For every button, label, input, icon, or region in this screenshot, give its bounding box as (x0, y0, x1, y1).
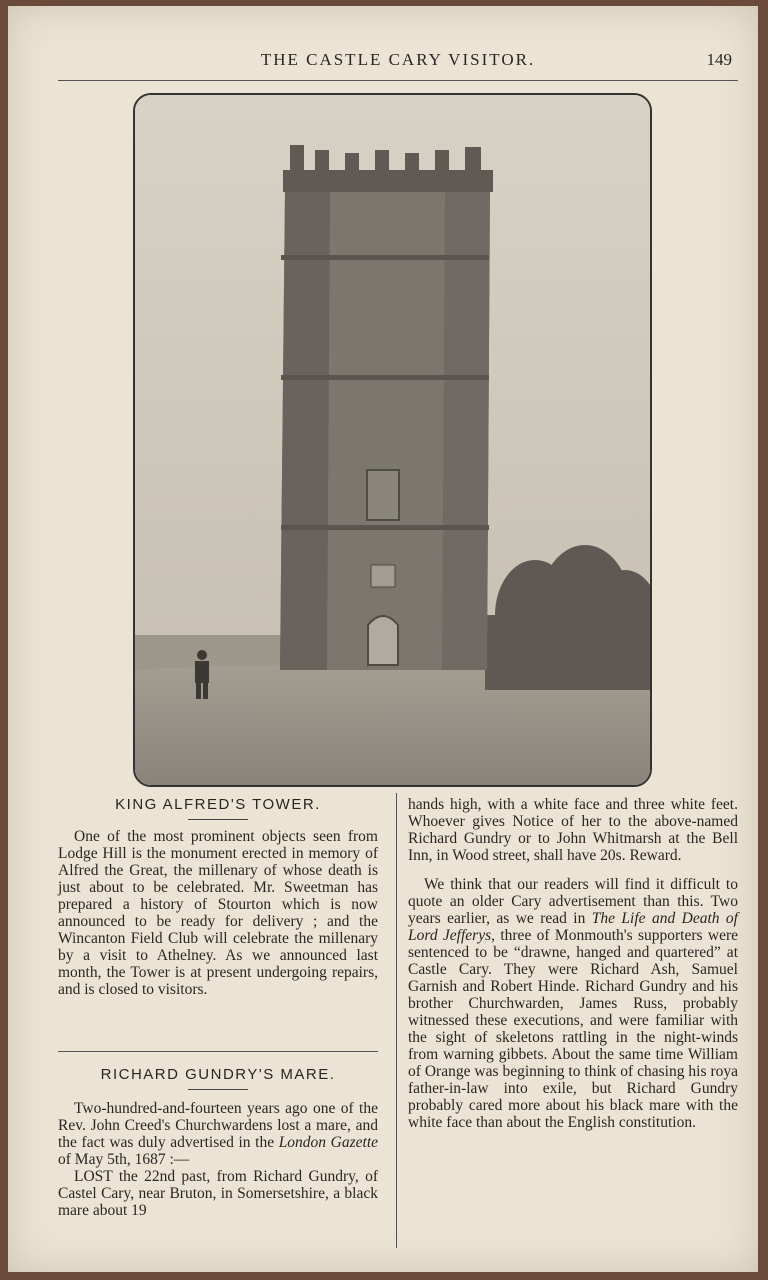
page-header (58, 44, 738, 81)
intro-text-a: Two-hundred-and-fourteen years ago one of the Rev. John Creed's Churchwardens lost a mare, and the fact was duly advertised in the (58, 1100, 378, 1151)
running-title: THE CASTLE CARY VISITOR. (260, 50, 536, 69)
para2-text-a: We think that our readers will find it difficult to quote an older Cary advertisement than this. Two years earlier, as we read in (408, 876, 738, 927)
article1-body: One of the most prominent objects seen from Lodge Hill is the monument erected in memory of Alfred the Great, the millenary of whose death is just about to be celebrated. Mr. Sweetman has prepared a history of Stourton which is now announced to be ready for delivery ; and the Wincanton Field Club will celebrate the millenary by a visit to Athelney. As we announced last month, the Tower is at present undergoing repairs, and is closed to visitors. (58, 828, 378, 998)
column-divider (396, 793, 397, 1248)
advertisement-part1: LOST the 22nd past, from Richard Gundry, of Castel Cary, near Bruton, in Somersetshire, a black mare about 19 (58, 1168, 378, 1219)
page-number: 149 (706, 50, 732, 69)
heading-richard-gundrys-mare: RICHARD GUNDRY'S MARE. (100, 1066, 336, 1083)
intro-italic: London Gazette (278, 1134, 379, 1151)
heading-underline (188, 1089, 248, 1090)
article-gundry-right (408, 796, 738, 1131)
article-gundry-left (58, 1100, 378, 1219)
magazine-page (8, 6, 758, 1272)
tower (280, 145, 493, 670)
tower-photograph (133, 93, 652, 787)
section-divider (58, 1051, 378, 1052)
article-king-alfreds-tower (58, 828, 378, 998)
heading-underline (188, 819, 248, 820)
intro-text-b: of May 5th, 1687 :— (58, 1151, 190, 1168)
article2-commentary (408, 876, 738, 1131)
article2-intro (58, 1100, 378, 1168)
advertisement-part2: hands high, with a white face and three white feet. Whoever gives Notice of her to the above-named Richard Gundry or to John Whitmarsh at the Bell Inn, in Wood street, shall have 20s. Reward. (408, 796, 738, 864)
para2-text-b: , three of Monmouth's supporters were sentenced to be “drawne, hanged and quartered” at Castle Cary. They were Richard Ash, Samuel Garnish and Robert Hinde. Richard Gundry and his brother Churchwarden, James Russ, probably witnessed these executions, and were familiar with the sight of skeletons rattling in the night-winds from warning gibbets. About the same time William of Orange was beginning to think of chasing his roya father-in-law into exile, but Richard Gundry probably cared more about his black mare with the white face than about the English constitution. (408, 927, 739, 1131)
para2-italic: The Life and Death of Lord Jefferys (408, 910, 738, 944)
heading-king-alfreds-tower: KING ALFRED'S TOWER. (115, 796, 321, 813)
